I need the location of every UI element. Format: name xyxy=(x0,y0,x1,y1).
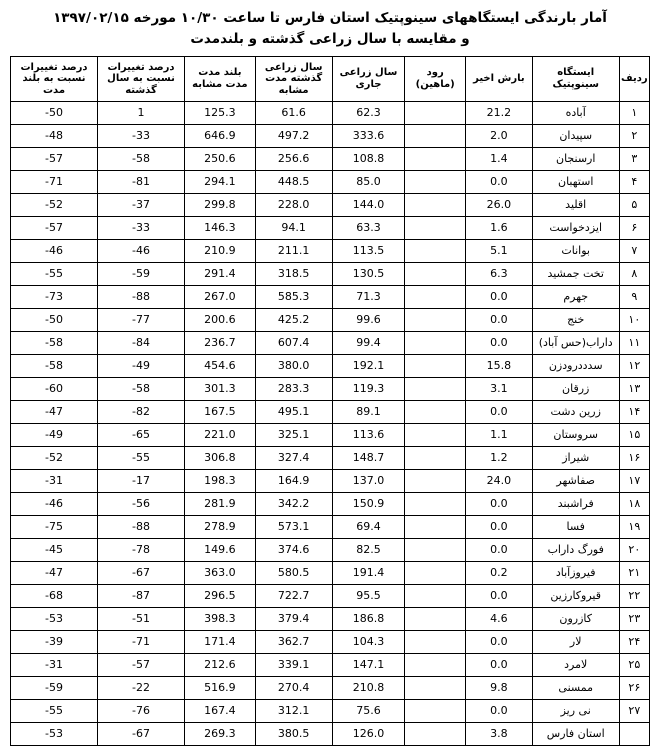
table-row xyxy=(11,584,650,607)
cell-longterm: 167.5 xyxy=(184,400,255,423)
cell-previous-year: 94.1 xyxy=(255,216,332,239)
cell-pct-long: -55 xyxy=(11,262,98,285)
cell-current-year: 191.4 xyxy=(332,561,405,584)
table-row xyxy=(11,170,650,193)
cell-index: ۶ xyxy=(619,216,649,239)
cell-pct-prev: 1 xyxy=(98,101,185,124)
cell-pct-prev: -58 xyxy=(98,147,185,170)
cell-current-year: 113.5 xyxy=(332,239,405,262)
cell-previous-year: 379.4 xyxy=(255,607,332,630)
cell-pct-long: -68 xyxy=(11,584,98,607)
cell-longterm: 291.4 xyxy=(184,262,255,285)
title-line-2: و مقایسه با سال زراعی گذشته و بلندمدت xyxy=(190,30,470,47)
cell-current-year: 210.8 xyxy=(332,676,405,699)
table-row xyxy=(11,216,650,239)
cell-index: ۱۹ xyxy=(619,515,649,538)
col-header-previous-year: سال زراعی گذشته مدت مشابه xyxy=(255,56,332,101)
cell-index: ۱۶ xyxy=(619,446,649,469)
cell-station-name: آباده xyxy=(532,101,619,124)
cell-index: ۲۰ xyxy=(619,538,649,561)
cell-current-year: 186.8 xyxy=(332,607,405,630)
cell-current-year: 95.5 xyxy=(332,584,405,607)
cell-excess xyxy=(405,400,466,423)
cell-previous-year: 312.1 xyxy=(255,699,332,722)
cell-index: ۲ xyxy=(619,124,649,147)
cell-pct-long: -59 xyxy=(11,676,98,699)
cell-previous-year: 339.1 xyxy=(255,653,332,676)
cell-excess xyxy=(405,699,466,722)
cell-index: ۳ xyxy=(619,147,649,170)
cell-recent-rain: 4.6 xyxy=(466,607,533,630)
cell-previous-year: 283.3 xyxy=(255,377,332,400)
cell-pct-long: -31 xyxy=(11,469,98,492)
cell-recent-rain: 1.2 xyxy=(466,446,533,469)
cell-excess xyxy=(405,423,466,446)
cell-previous-year: 362.7 xyxy=(255,630,332,653)
cell-station-name: خنج xyxy=(532,308,619,331)
cell-index: ۵ xyxy=(619,193,649,216)
table-row xyxy=(11,653,650,676)
cell-excess xyxy=(405,354,466,377)
table-row xyxy=(11,515,650,538)
cell-recent-rain: 15.8 xyxy=(466,354,533,377)
cell-station-name: استهبان xyxy=(532,170,619,193)
cell-pct-long: -60 xyxy=(11,377,98,400)
cell-current-year: 126.0 xyxy=(332,722,405,745)
table-row xyxy=(11,492,650,515)
col-header-current-year: سال زراعی جاری xyxy=(332,56,405,101)
cell-current-year: 104.3 xyxy=(332,630,405,653)
table-row xyxy=(11,561,650,584)
table-row xyxy=(11,147,650,170)
cell-current-year: 119.3 xyxy=(332,377,405,400)
cell-excess xyxy=(405,653,466,676)
cell-excess xyxy=(405,170,466,193)
cell-previous-year: 380.5 xyxy=(255,722,332,745)
cell-excess xyxy=(405,446,466,469)
cell-excess xyxy=(405,262,466,285)
cell-longterm: 146.3 xyxy=(184,216,255,239)
cell-recent-rain: 0.0 xyxy=(466,400,533,423)
cell-recent-rain: 0.0 xyxy=(466,515,533,538)
cell-excess xyxy=(405,147,466,170)
table-row xyxy=(11,101,650,124)
cell-excess xyxy=(405,630,466,653)
cell-pct-prev: -88 xyxy=(98,515,185,538)
page-title xyxy=(10,8,650,50)
cell-excess xyxy=(405,193,466,216)
cell-longterm: 167.4 xyxy=(184,699,255,722)
table-row xyxy=(11,308,650,331)
cell-pct-prev: -76 xyxy=(98,699,185,722)
cell-station-name: جهرم xyxy=(532,285,619,308)
cell-pct-long: -39 xyxy=(11,630,98,653)
cell-excess xyxy=(405,492,466,515)
cell-index: ۹ xyxy=(619,285,649,308)
col-header-excess: رود (ماهین) xyxy=(405,56,466,101)
cell-recent-rain: 0.0 xyxy=(466,538,533,561)
cell-recent-rain: 0.0 xyxy=(466,285,533,308)
cell-recent-rain: 0.2 xyxy=(466,561,533,584)
cell-station-name: فراشبند xyxy=(532,492,619,515)
cell-pct-long: -53 xyxy=(11,722,98,745)
col-header-pct-change-long: درصد تغییرات نسبت به بلند مدت xyxy=(11,56,98,101)
cell-index: ۴ xyxy=(619,170,649,193)
cell-recent-rain: 3.8 xyxy=(466,722,533,745)
cell-pct-prev: -78 xyxy=(98,538,185,561)
cell-current-year: 89.1 xyxy=(332,400,405,423)
cell-excess xyxy=(405,308,466,331)
cell-station-name: سدددرودزن xyxy=(532,354,619,377)
cell-pct-long: -31 xyxy=(11,653,98,676)
cell-previous-year: 722.7 xyxy=(255,584,332,607)
cell-current-year: 130.5 xyxy=(332,262,405,285)
cell-index: ۱۱ xyxy=(619,331,649,354)
cell-recent-rain: 0.0 xyxy=(466,653,533,676)
table-body xyxy=(11,101,650,745)
cell-station-name: سروستان xyxy=(532,423,619,446)
table-row-total xyxy=(11,722,650,745)
cell-recent-rain: 1.1 xyxy=(466,423,533,446)
cell-recent-rain: 6.3 xyxy=(466,262,533,285)
cell-current-year: 75.6 xyxy=(332,699,405,722)
table-row xyxy=(11,607,650,630)
cell-longterm: 236.7 xyxy=(184,331,255,354)
cell-index: ۱۰ xyxy=(619,308,649,331)
cell-station-name: فسا xyxy=(532,515,619,538)
col-header-longterm: بلند مدت مدت مشابه xyxy=(184,56,255,101)
cell-station-name: فیروزآباد xyxy=(532,561,619,584)
cell-excess xyxy=(405,101,466,124)
col-header-pct-change-prev: درصد تغییرات نسبت به سال گذشته xyxy=(98,56,185,101)
cell-longterm: 398.3 xyxy=(184,607,255,630)
cell-recent-rain: 26.0 xyxy=(466,193,533,216)
cell-previous-year: 573.1 xyxy=(255,515,332,538)
cell-pct-long: -55 xyxy=(11,699,98,722)
cell-pct-long: -52 xyxy=(11,193,98,216)
cell-station-name: تخت جمشید xyxy=(532,262,619,285)
cell-pct-prev: -67 xyxy=(98,722,185,745)
cell-pct-prev: -56 xyxy=(98,492,185,515)
cell-previous-year: 270.4 xyxy=(255,676,332,699)
cell-pct-prev: -58 xyxy=(98,377,185,400)
cell-index: ۷ xyxy=(619,239,649,262)
cell-pct-prev: -22 xyxy=(98,676,185,699)
cell-index: ۸ xyxy=(619,262,649,285)
cell-previous-year: 256.6 xyxy=(255,147,332,170)
table-row xyxy=(11,630,650,653)
cell-recent-rain: 0.0 xyxy=(466,492,533,515)
cell-longterm: 516.9 xyxy=(184,676,255,699)
cell-pct-prev: -77 xyxy=(98,308,185,331)
cell-current-year: 113.6 xyxy=(332,423,405,446)
cell-previous-year: 448.5 xyxy=(255,170,332,193)
cell-station-name: صفاشهر xyxy=(532,469,619,492)
cell-pct-prev: -33 xyxy=(98,216,185,239)
cell-pct-long: -45 xyxy=(11,538,98,561)
cell-station-name: قیروکارزین xyxy=(532,584,619,607)
cell-excess xyxy=(405,377,466,400)
cell-pct-long: -53 xyxy=(11,607,98,630)
cell-excess xyxy=(405,676,466,699)
cell-station-name: سپیدان xyxy=(532,124,619,147)
table-row xyxy=(11,285,650,308)
cell-recent-rain: 0.0 xyxy=(466,630,533,653)
cell-pct-long: -58 xyxy=(11,354,98,377)
col-header-index: ردیف xyxy=(619,56,649,101)
cell-previous-year: 607.4 xyxy=(255,331,332,354)
col-header-recent-rain: بارش اخیر xyxy=(466,56,533,101)
table-row xyxy=(11,193,650,216)
cell-pct-long: -71 xyxy=(11,170,98,193)
cell-recent-rain: 3.1 xyxy=(466,377,533,400)
cell-previous-year: 495.1 xyxy=(255,400,332,423)
cell-station-name: ارسنجان xyxy=(532,147,619,170)
cell-pct-long: -73 xyxy=(11,285,98,308)
cell-pct-long: -75 xyxy=(11,515,98,538)
table-row xyxy=(11,124,650,147)
cell-index: ۲۱ xyxy=(619,561,649,584)
cell-longterm: 296.5 xyxy=(184,584,255,607)
cell-index: ۲۷ xyxy=(619,699,649,722)
cell-longterm: 454.6 xyxy=(184,354,255,377)
table-row xyxy=(11,331,650,354)
cell-current-year: 148.7 xyxy=(332,446,405,469)
cell-station-name: ایزدخواست xyxy=(532,216,619,239)
cell-current-year: 62.3 xyxy=(332,101,405,124)
cell-longterm: 200.6 xyxy=(184,308,255,331)
cell-previous-year: 327.4 xyxy=(255,446,332,469)
cell-previous-year: 164.9 xyxy=(255,469,332,492)
cell-pct-prev: -71 xyxy=(98,630,185,653)
cell-longterm: 125.3 xyxy=(184,101,255,124)
cell-pct-prev: -17 xyxy=(98,469,185,492)
cell-longterm: 171.4 xyxy=(184,630,255,653)
cell-excess xyxy=(405,607,466,630)
cell-pct-long: -46 xyxy=(11,492,98,515)
cell-pct-prev: -82 xyxy=(98,400,185,423)
cell-index: ۲۴ xyxy=(619,630,649,653)
cell-pct-long: -52 xyxy=(11,446,98,469)
cell-index: ۲۲ xyxy=(619,584,649,607)
cell-previous-year: 228.0 xyxy=(255,193,332,216)
table-row xyxy=(11,469,650,492)
cell-pct-prev: -55 xyxy=(98,446,185,469)
cell-pct-long: -58 xyxy=(11,331,98,354)
cell-current-year: 333.6 xyxy=(332,124,405,147)
cell-pct-prev: -57 xyxy=(98,653,185,676)
table-row xyxy=(11,377,650,400)
cell-current-year: 144.0 xyxy=(332,193,405,216)
cell-previous-year: 497.2 xyxy=(255,124,332,147)
cell-longterm: 646.9 xyxy=(184,124,255,147)
cell-pct-long: -50 xyxy=(11,308,98,331)
table-row xyxy=(11,676,650,699)
cell-current-year: 192.1 xyxy=(332,354,405,377)
title-line-1: آمار بارندگی ایستگاههای سینوپتیک استان فارس تا ساعت ۱۰/۳۰ مورخه ۱۳۹۷/۰۲/۱۵ xyxy=(53,10,607,26)
cell-pct-long: -46 xyxy=(11,239,98,262)
cell-longterm: 210.9 xyxy=(184,239,255,262)
cell-longterm: 269.3 xyxy=(184,722,255,745)
cell-pct-long: -57 xyxy=(11,147,98,170)
cell-longterm: 267.0 xyxy=(184,285,255,308)
cell-pct-prev: -51 xyxy=(98,607,185,630)
cell-station-name: کازرون xyxy=(532,607,619,630)
cell-previous-year: 61.6 xyxy=(255,101,332,124)
cell-pct-prev: -88 xyxy=(98,285,185,308)
cell-pct-prev: -65 xyxy=(98,423,185,446)
cell-longterm: 149.6 xyxy=(184,538,255,561)
cell-index: ۱ xyxy=(619,101,649,124)
cell-current-year: 71.3 xyxy=(332,285,405,308)
cell-index: ۱۵ xyxy=(619,423,649,446)
cell-excess xyxy=(405,469,466,492)
cell-current-year: 137.0 xyxy=(332,469,405,492)
rainfall-table xyxy=(10,56,650,746)
cell-previous-year: 425.2 xyxy=(255,308,332,331)
cell-excess xyxy=(405,584,466,607)
cell-station-name: بوانات xyxy=(532,239,619,262)
table-row xyxy=(11,423,650,446)
cell-current-year: 150.9 xyxy=(332,492,405,515)
cell-pct-long: -47 xyxy=(11,561,98,584)
cell-recent-rain: 0.0 xyxy=(466,170,533,193)
table-row xyxy=(11,400,650,423)
cell-pct-prev: -59 xyxy=(98,262,185,285)
cell-station-name: داراب(حس آباد) xyxy=(532,331,619,354)
cell-recent-rain: 0.0 xyxy=(466,699,533,722)
cell-index: ۱۴ xyxy=(619,400,649,423)
cell-recent-rain: 5.1 xyxy=(466,239,533,262)
cell-index: ۱۷ xyxy=(619,469,649,492)
table-row xyxy=(11,446,650,469)
cell-pct-prev: -37 xyxy=(98,193,185,216)
cell-excess xyxy=(405,285,466,308)
cell-excess xyxy=(405,124,466,147)
cell-pct-long: -50 xyxy=(11,101,98,124)
cell-previous-year: 585.3 xyxy=(255,285,332,308)
cell-recent-rain: 1.6 xyxy=(466,216,533,239)
cell-longterm: 212.6 xyxy=(184,653,255,676)
cell-pct-long: -49 xyxy=(11,423,98,446)
cell-index: ۱۸ xyxy=(619,492,649,515)
cell-index xyxy=(619,722,649,745)
cell-current-year: 63.3 xyxy=(332,216,405,239)
cell-station-name: نی ریز xyxy=(532,699,619,722)
cell-excess xyxy=(405,722,466,745)
cell-previous-year: 580.5 xyxy=(255,561,332,584)
cell-previous-year: 211.1 xyxy=(255,239,332,262)
cell-pct-prev: -49 xyxy=(98,354,185,377)
cell-recent-rain: 24.0 xyxy=(466,469,533,492)
cell-pct-long: -48 xyxy=(11,124,98,147)
cell-current-year: 99.4 xyxy=(332,331,405,354)
cell-recent-rain: 0.0 xyxy=(466,584,533,607)
table-row xyxy=(11,262,650,285)
cell-longterm: 198.3 xyxy=(184,469,255,492)
table-row xyxy=(11,354,650,377)
cell-longterm: 306.8 xyxy=(184,446,255,469)
cell-previous-year: 374.6 xyxy=(255,538,332,561)
cell-station-name: ممسنی xyxy=(532,676,619,699)
table-row xyxy=(11,239,650,262)
cell-station-name: استان فارس xyxy=(532,722,619,745)
cell-longterm: 299.8 xyxy=(184,193,255,216)
cell-current-year: 99.6 xyxy=(332,308,405,331)
cell-index: ۲۵ xyxy=(619,653,649,676)
col-header-station: ایستگاه سینوپتیک xyxy=(532,56,619,101)
cell-station-name: زرقان xyxy=(532,377,619,400)
cell-current-year: 85.0 xyxy=(332,170,405,193)
cell-current-year: 69.4 xyxy=(332,515,405,538)
cell-index: ۱۲ xyxy=(619,354,649,377)
cell-station-name: اقلید xyxy=(532,193,619,216)
cell-current-year: 147.1 xyxy=(332,653,405,676)
cell-recent-rain: 0.0 xyxy=(466,331,533,354)
cell-current-year: 82.5 xyxy=(332,538,405,561)
cell-excess xyxy=(405,515,466,538)
cell-previous-year: 318.5 xyxy=(255,262,332,285)
cell-recent-rain: 0.0 xyxy=(466,308,533,331)
cell-station-name: زرین دشت xyxy=(532,400,619,423)
cell-longterm: 363.0 xyxy=(184,561,255,584)
table-row xyxy=(11,538,650,561)
cell-longterm: 294.1 xyxy=(184,170,255,193)
cell-excess xyxy=(405,331,466,354)
cell-station-name: لار xyxy=(532,630,619,653)
cell-previous-year: 342.2 xyxy=(255,492,332,515)
cell-longterm: 301.3 xyxy=(184,377,255,400)
cell-pct-prev: -84 xyxy=(98,331,185,354)
cell-index: ۲۶ xyxy=(619,676,649,699)
cell-excess xyxy=(405,239,466,262)
cell-longterm: 250.6 xyxy=(184,147,255,170)
cell-pct-prev: -67 xyxy=(98,561,185,584)
cell-previous-year: 325.1 xyxy=(255,423,332,446)
cell-longterm: 278.9 xyxy=(184,515,255,538)
cell-excess xyxy=(405,561,466,584)
cell-current-year: 108.8 xyxy=(332,147,405,170)
cell-excess xyxy=(405,538,466,561)
cell-index: ۱۳ xyxy=(619,377,649,400)
cell-recent-rain: 2.0 xyxy=(466,124,533,147)
cell-pct-prev: -81 xyxy=(98,170,185,193)
cell-pct-long: -57 xyxy=(11,216,98,239)
cell-previous-year: 380.0 xyxy=(255,354,332,377)
cell-longterm: 281.9 xyxy=(184,492,255,515)
table-row xyxy=(11,699,650,722)
cell-pct-prev: -87 xyxy=(98,584,185,607)
cell-pct-prev: -46 xyxy=(98,239,185,262)
cell-recent-rain: 9.8 xyxy=(466,676,533,699)
table-header-row xyxy=(11,56,650,101)
cell-recent-rain: 21.2 xyxy=(466,101,533,124)
cell-station-name: لامرد xyxy=(532,653,619,676)
cell-pct-prev: -33 xyxy=(98,124,185,147)
cell-station-name: فورگ داراب xyxy=(532,538,619,561)
cell-station-name: شیراز xyxy=(532,446,619,469)
cell-index: ۲۳ xyxy=(619,607,649,630)
cell-recent-rain: 1.4 xyxy=(466,147,533,170)
cell-excess xyxy=(405,216,466,239)
cell-longterm: 221.0 xyxy=(184,423,255,446)
cell-pct-long: -47 xyxy=(11,400,98,423)
